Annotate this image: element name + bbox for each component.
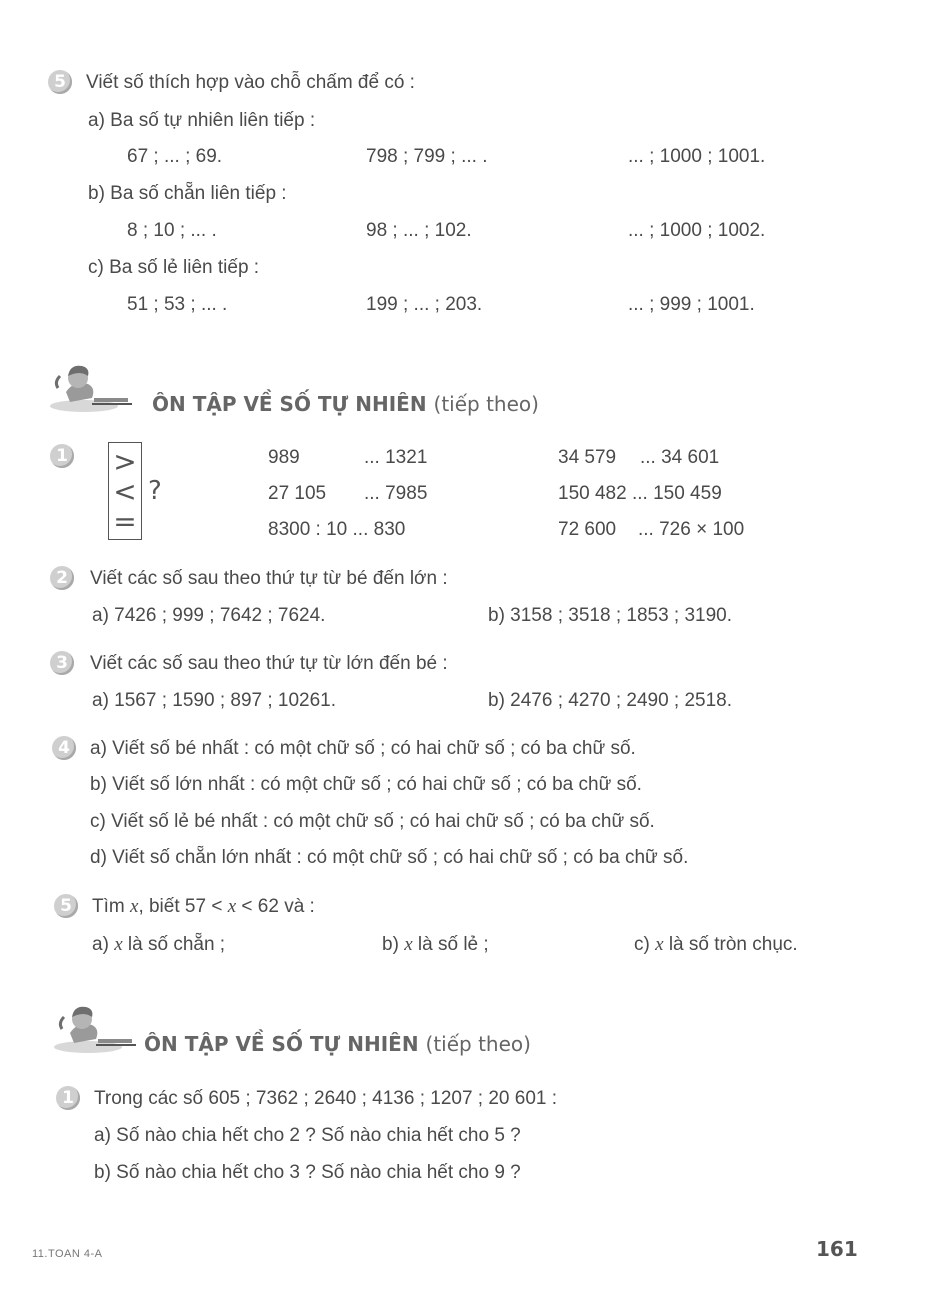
prompt-text: , biết 57 < [138,896,228,917]
sequence-item: 199 ; ... ; 203. [366,294,483,315]
part-text: là số lẻ ; [412,934,489,955]
part-b [382,934,489,956]
exercise-number-badge: 1 [50,444,74,468]
part-b-label: b) Ba số chẵn liên tiếp : [88,183,287,204]
section-heading [152,392,539,416]
part-c-label: c) Ba số lẻ liên tiếp : [88,257,260,278]
page-number: 161 [816,1237,858,1261]
exercise-number-badge: 5 [48,70,72,94]
comparison-left-operand: 34 579 [558,447,617,468]
part-c [634,934,798,956]
variable-x: x [130,896,139,917]
comparison-left-operand: 27 105 [268,483,327,504]
comparison-right-operand: ... 726 × 100 [638,519,745,540]
part-text: c) [634,934,656,955]
part-text: b) [382,934,405,955]
question-mark: ? [148,476,162,506]
girl-reading-icon [48,1003,138,1055]
section-heading-sub: (tiếp theo) [433,392,539,416]
sequence-item: 51 ; 53 ; ... . [127,294,228,315]
sequence-item: ... ; 999 ; 1001. [628,294,755,315]
variable-x: x [655,934,664,955]
part-a: a) 1567 ; 1590 ; 897 ; 10261. [92,690,337,711]
girl-reading-icon [44,362,134,414]
sequence-item: 67 ; ... ; 69. [127,146,223,167]
part-text: là số chẵn ; [122,934,226,955]
book-code: 11.TOAN 4-A [32,1248,103,1260]
sequence-item: 798 ; 799 ; ... . [366,146,488,167]
section-heading [144,1032,531,1056]
comparison-expression: 150 482 ... 150 459 [558,483,722,504]
part-b: b) Viết số lớn nhất : có một chữ số ; có hai chữ số ; có ba chữ số. [90,774,642,795]
sequence-item: 8 ; 10 ; ... . [127,220,217,241]
exercise-number-badge: 4 [52,736,76,760]
section-heading-main: ÔN TẬP VỀ SỐ TỰ NHIÊN [144,1032,419,1056]
exercise-prompt [92,896,315,918]
comparison-expression: 8300 : 10 ... 830 [268,519,406,540]
variable-x: x [404,934,413,955]
part-b: b) 2476 ; 4270 ; 2490 ; 2518. [488,690,733,711]
prompt-text: < 62 và : [236,896,315,917]
part-a-label: a) Ba số tự nhiên liên tiếp : [88,110,316,131]
part-a [92,934,225,956]
exercise-number-badge: 3 [50,651,74,675]
sequence-item: ... ; 1000 ; 1002. [628,220,766,241]
sequence-item: 98 ; ... ; 102. [366,220,472,241]
comparison-right-operand: ... 7985 [364,483,428,504]
part-text: a) [92,934,115,955]
part-a: a) Số nào chia hết cho 2 ? Số nào chia hết cho 5 ? [94,1125,521,1146]
comparison-symbols-box [108,442,142,540]
equals-symbol: = [113,505,137,538]
exercise-prompt: Trong các số 605 ; 7362 ; 2640 ; 4136 ; 1207 ; 20 601 : [94,1088,558,1109]
variable-x: x [227,896,237,917]
exercise-prompt: Viết số thích hợp vào chỗ chấm để có : [86,72,415,93]
exercise-prompt: Viết các số sau theo thứ tự từ bé đến lớn : [90,568,448,589]
section-heading-main: ÔN TẬP VỀ SỐ TỰ NHIÊN [152,392,427,416]
part-b: b) 3158 ; 3518 ; 1853 ; 3190. [488,605,733,626]
part-d: d) Viết số chẵn lớn nhất : có một chữ số ; có hai chữ số ; có ba chữ số. [90,847,689,868]
part-b: b) Số nào chia hết cho 3 ? Số nào chia hết cho 9 ? [94,1162,521,1183]
less-than-symbol: < [113,475,137,508]
exercise-prompt: Viết các số sau theo thứ tự từ lớn đến bé : [90,653,448,674]
exercise-number-badge: 1 [56,1086,80,1110]
part-c: c) Viết số lẻ bé nhất : có một chữ số ; có hai chữ số ; có ba chữ số. [90,811,655,832]
comparison-left-operand: 72 600 [558,519,617,540]
prompt-text: Tìm [92,896,130,917]
part-text: là số tròn chục. [663,934,798,955]
comparison-right-operand: ... 1321 [364,447,428,468]
part-a: a) Viết số bé nhất : có một chữ số ; có hai chữ số ; có ba chữ số. [90,738,636,759]
section-heading-sub: (tiếp theo) [425,1032,531,1056]
comparison-left-operand: 989 [268,447,300,468]
variable-x: x [114,934,123,955]
comparison-right-operand: ... 34 601 [640,447,720,468]
sequence-item: ... ; 1000 ; 1001. [628,146,766,167]
part-a: a) 7426 ; 999 ; 7642 ; 7624. [92,605,326,626]
exercise-number-badge: 2 [50,566,74,590]
greater-than-symbol: > [113,445,137,478]
exercise-number-badge: 5 [54,894,78,918]
